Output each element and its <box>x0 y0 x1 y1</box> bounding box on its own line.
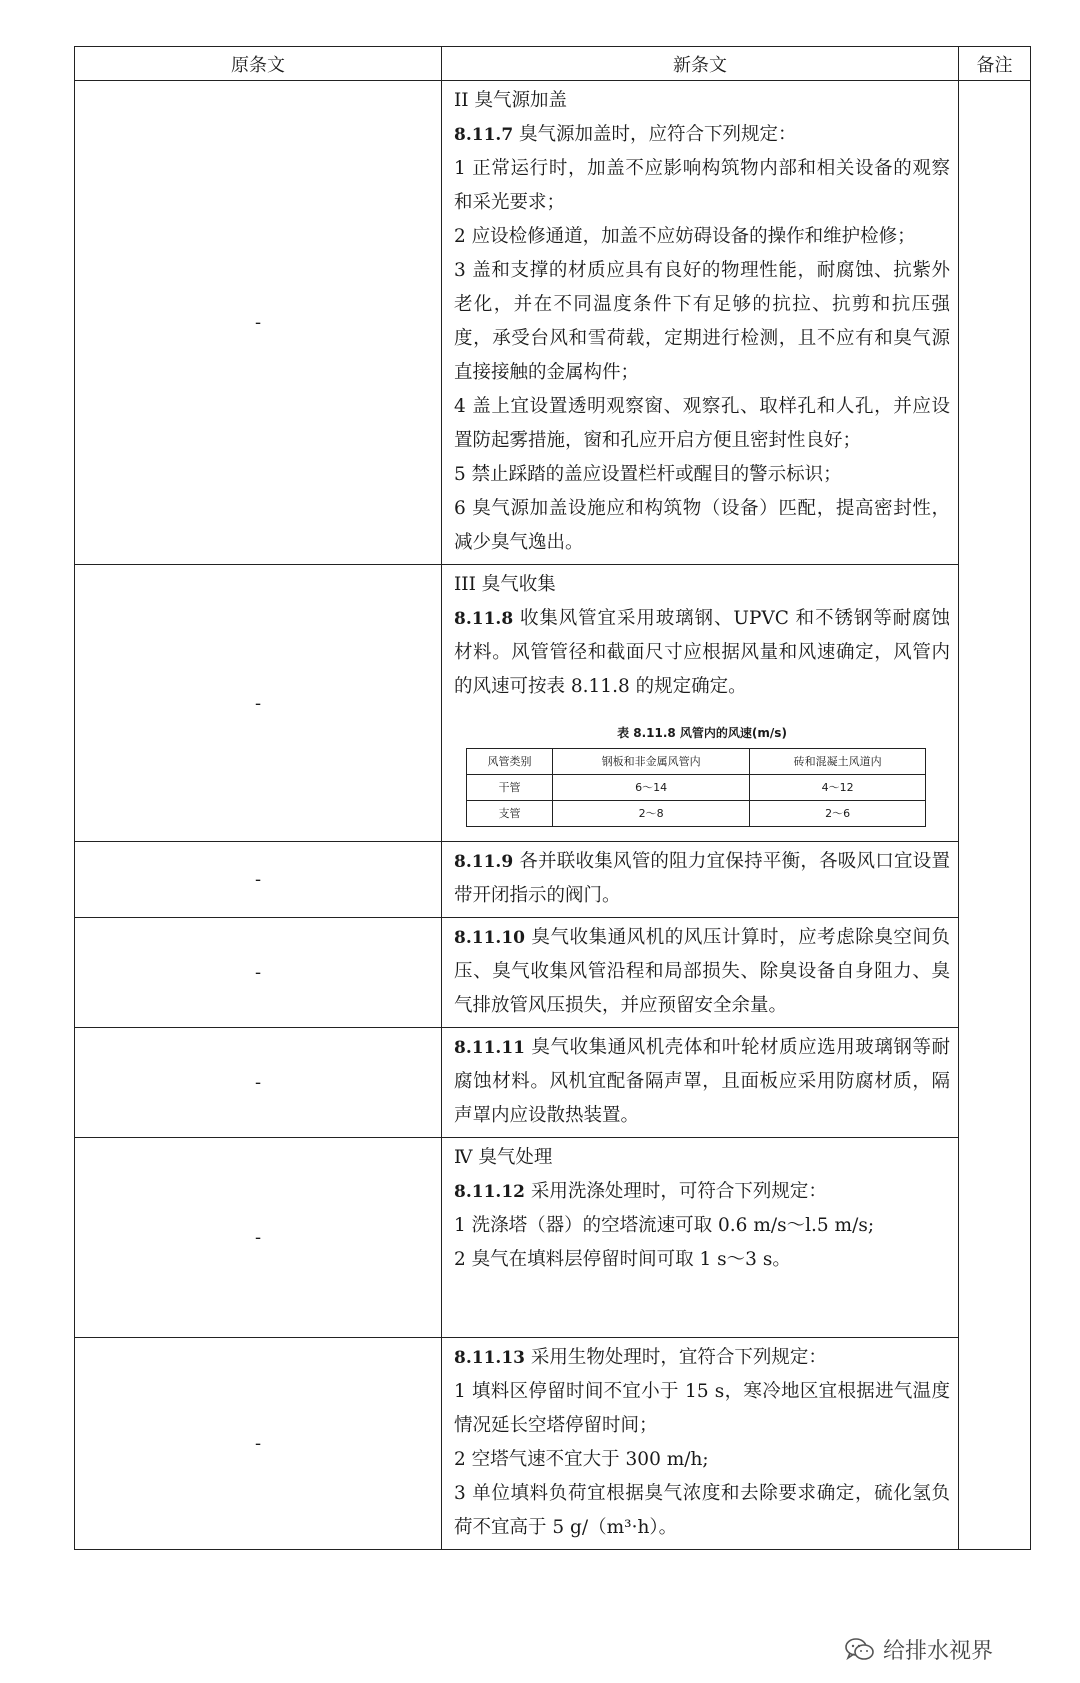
clause-line <box>454 390 950 458</box>
clause-text: 各并联收集风管的阻力宜保持平衡，各吸风口宜设置带开闭指示的阀门。 <box>454 851 950 906</box>
clause-line <box>454 1141 950 1175</box>
clause-text: 1 洗涤塔（器）的空塔流速可取 0.6 m/s～l.5 m/s; <box>454 1215 875 1236</box>
air-table-cell: 干管 <box>467 775 553 801</box>
clause-text: 1 填料区停留时间不宜小于 15 s，寒冷地区宜根据进气温度情况延长空塔停留时间； <box>454 1381 950 1436</box>
clause-line <box>454 254 950 390</box>
original-text: - <box>75 1138 442 1338</box>
clause-text: 4 盖上宜设置透明观察窗、观察孔、取样孔和人孔，并应设置防起雾措施，窗和孔应开启方便且密封性良好； <box>454 396 950 451</box>
clause-text: Ⅳ 臭气处理 <box>454 1147 553 1168</box>
air-table-header-cell: 钢板和非金属风管内 <box>553 749 750 775</box>
table-row <box>75 1338 1031 1550</box>
clause-line <box>454 845 950 913</box>
clause-line <box>454 1443 950 1477</box>
clause-line <box>454 1243 950 1277</box>
original-text: - <box>75 565 442 842</box>
clause-line <box>454 1031 950 1133</box>
wechat-logo-icon <box>845 1637 875 1663</box>
new-text-cell <box>442 1028 959 1138</box>
table-row <box>75 1028 1031 1138</box>
table-header-row <box>75 47 1031 81</box>
clause-text: 1 正常运行时，加盖不应影响构筑物内部和相关设备的观察和采光要求； <box>454 158 950 213</box>
clause-line <box>454 118 950 152</box>
clause-text: 臭气收集通风机的风压计算时，应考虑除臭空间负压、臭气收集风管沿程和局部损失、除臭设备自身阻力、臭气排放管风压损失，并应预留安全余量。 <box>454 927 950 1016</box>
clause-text: 采用生物处理时，宜符合下列规定： <box>524 1347 827 1368</box>
original-text: - <box>75 1028 442 1138</box>
air-table-caption: 表 8.11.8 风管内的风速(m/s) <box>617 726 787 740</box>
header-original: 原条文 <box>75 47 442 81</box>
clause-text: 6 臭气源加盖设施应和构筑物（设备）匹配，提高密封性，减少臭气逸出。 <box>454 498 950 553</box>
clause-text: 3 盖和支撑的材质应具有良好的物理性能，耐腐蚀、抗紫外老化，并在不同温度条件下有足够的抗拉、抗剪和抗压强度，承受台风和雪荷载，定期进行检测，且不应有和臭气源直接接触的金属构件； <box>454 260 950 383</box>
air-table-header-cell: 风管类别 <box>467 749 553 775</box>
clause-text: 臭气源加盖时，应符合下列规定： <box>513 124 797 145</box>
watermark-text: 给排水视界 <box>883 1639 994 1664</box>
table-row <box>75 842 1031 918</box>
original-text: - <box>75 1338 442 1550</box>
new-text-cell <box>442 1138 959 1338</box>
clause-line <box>454 458 950 492</box>
clause-text: III 臭气收集 <box>454 574 556 595</box>
clause-line <box>454 1209 950 1243</box>
clause-line <box>454 1477 950 1545</box>
air-table-cell: 4～12 <box>750 775 926 801</box>
table-row <box>75 565 1031 842</box>
original-text: - <box>75 81 442 565</box>
clause-text: 臭气收集通风机壳体和叶轮材质应选用玻璃钢等耐腐蚀材料。风机宜配备隔声罩，且面板应采用防腐材质，隔声罩内应设散热装置。 <box>454 1037 950 1126</box>
clause-line <box>454 1341 950 1375</box>
clause-line <box>454 602 950 704</box>
air-table-cell: 2～6 <box>750 801 926 827</box>
air-table-cell: 支管 <box>467 801 553 827</box>
clause-line <box>454 492 950 560</box>
watermark <box>845 1634 993 1665</box>
air-table-row <box>467 775 926 801</box>
air-velocity-table <box>466 748 926 827</box>
new-text-cell <box>442 918 959 1028</box>
clause-line <box>454 921 950 1023</box>
clause-number: 8.11.13 <box>454 1348 525 1368</box>
clause-line <box>454 1375 950 1443</box>
header-note: 备注 <box>959 47 1031 81</box>
clause-text: 2 空塔气速不宜大于 300 m/h; <box>454 1449 709 1470</box>
original-text: - <box>75 918 442 1028</box>
clause-number: 8.11.11 <box>454 1038 525 1058</box>
air-table-header-cell: 砖和混凝土风道内 <box>750 749 926 775</box>
clause-number: 8.11.9 <box>454 852 514 872</box>
table-row <box>75 81 1031 565</box>
new-text-cell <box>442 565 959 842</box>
new-text-cell <box>442 1338 959 1550</box>
clause-text: 5 禁止踩踏的盖应设置栏杆或醒目的警示标识； <box>454 464 842 485</box>
clause-number: 8.11.10 <box>454 928 525 948</box>
clause-line <box>454 568 950 602</box>
clause-number: 8.11.12 <box>454 1182 525 1202</box>
clause-line <box>454 220 950 254</box>
table-row <box>75 918 1031 1028</box>
air-table-cell: 6～14 <box>553 775 750 801</box>
clause-text: 2 臭气在填料层停留时间可取 1 s～3 s。 <box>454 1249 791 1270</box>
clause-text: II 臭气源加盖 <box>454 90 567 111</box>
air-table-cell: 2～8 <box>553 801 750 827</box>
clause-line <box>454 152 950 220</box>
comparison-table <box>74 46 1031 1550</box>
clause-number: 8.11.8 <box>454 609 514 629</box>
clause-text: 3 单位填料负荷宜根据臭气浓度和去除要求确定，硫化氢负荷不宜高于 5 g/（m³·h）。 <box>454 1483 950 1538</box>
table-row <box>75 1138 1031 1338</box>
air-table-header-row <box>467 749 926 775</box>
note-cell <box>959 81 1031 1550</box>
original-text: - <box>75 842 442 918</box>
clause-text: 2 应设检修通道，加盖不应妨碍设备的操作和维护检修； <box>454 226 916 247</box>
clause-line <box>454 1175 950 1209</box>
clause-text: 收集风管宜采用玻璃钢、UPVC 和不锈钢等耐腐蚀材料。风管管径和截面尺寸应根据风量和风速确定，风管内的风速可按表 8.11.8 的规定确定。 <box>454 608 950 697</box>
air-table-row <box>467 801 926 827</box>
new-text-cell <box>442 842 959 918</box>
new-text-cell <box>442 81 959 565</box>
clause-number: 8.11.7 <box>454 125 514 145</box>
clause-line <box>454 84 950 118</box>
clause-text: 采用洗涤处理时，可符合下列规定： <box>524 1181 827 1202</box>
header-new: 新条文 <box>442 47 959 81</box>
